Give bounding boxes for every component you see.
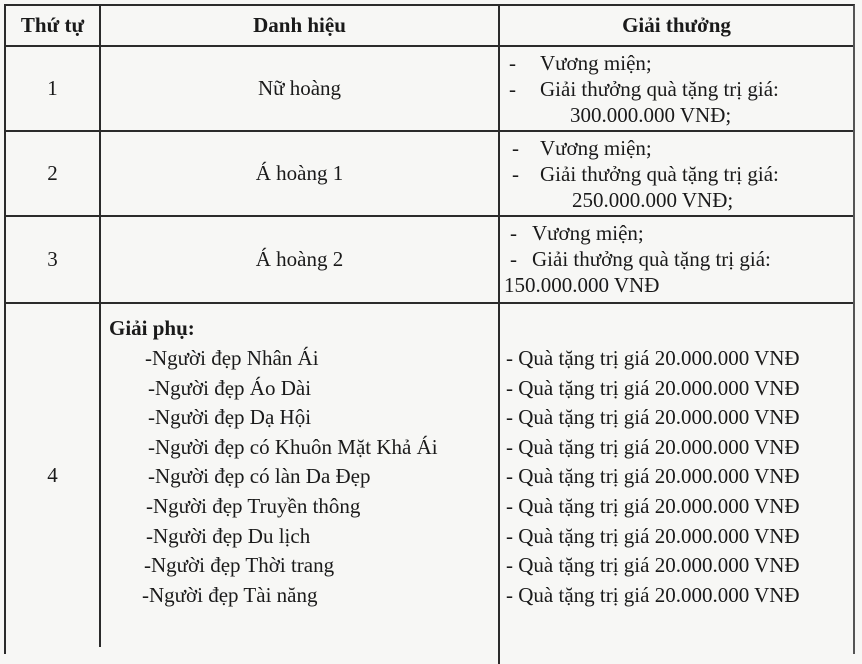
sub-prize: - Quà tặng trị giá 20.000.000 VNĐ	[506, 582, 800, 607]
prize-line: Giải thưởng quà tặng trị giá:	[540, 162, 779, 186]
sub-award: -Người đẹp Thời trang	[144, 553, 335, 578]
sub-award: -Người đẹp Nhân Ái	[145, 346, 319, 370]
prize-table	[4, 4, 855, 654]
sub-prize: - Quà tặng trị giá 20.000.000 VNĐ	[506, 375, 800, 400]
header-order: Thứ tự	[6, 6, 101, 45]
row-order: 1	[6, 47, 101, 130]
sub-award: -Người đẹp có làn Da Đẹp	[148, 464, 371, 489]
table-row	[6, 217, 853, 304]
prize-line: Giải thưởng quà tặng trị giá:	[532, 247, 771, 271]
header-prize: Giải thưởng	[622, 13, 731, 37]
bullet-dash: -	[510, 221, 517, 245]
sub-prize: - Quà tặng trị giá 20.000.000 VNĐ	[506, 523, 800, 548]
bullet-dash: -	[512, 136, 519, 160]
sub-prize: - Quà tặng trị giá 20.000.000 VNĐ	[506, 346, 800, 370]
prize-amount: 150.000.000 VNĐ	[504, 273, 660, 297]
row-prize	[500, 217, 853, 302]
row-title	[101, 304, 500, 664]
sub-award: -Người đẹp có Khuôn Mặt Khả Ái	[148, 434, 438, 459]
prize-line: Vương miện;	[532, 221, 644, 245]
prize-amount: 250.000.000 VNĐ;	[572, 188, 734, 212]
sub-award: -Người đẹp Truyền thông	[146, 493, 361, 518]
row-title: Nữ hoàng	[101, 47, 500, 130]
sub-prizes-list	[506, 344, 800, 610]
sub-award: -Người đẹp Dạ Hội	[148, 405, 312, 430]
row-prize	[500, 132, 853, 215]
sub-award: -Người đẹp Tài năng	[142, 582, 318, 607]
bullet-dash: -	[512, 162, 519, 186]
row-order: 2	[6, 132, 101, 215]
table-row	[6, 304, 853, 664]
sub-awards-list	[101, 344, 438, 610]
prize-line: Giải thưởng quà tặng trị giá:	[540, 77, 779, 101]
row-order: 3	[6, 217, 101, 302]
bullet-dash: -	[510, 247, 517, 271]
table-row	[6, 132, 853, 217]
table-row	[6, 47, 853, 132]
sub-prize: - Quà tặng trị giá 20.000.000 VNĐ	[506, 464, 800, 489]
header-title: Danh hiệu	[101, 6, 500, 45]
bullet-dash: -	[509, 77, 516, 101]
sub-award: -Người đẹp Du lịch	[146, 523, 311, 548]
table-header-row	[6, 6, 853, 47]
sub-prize: - Quà tặng trị giá 20.000.000 VNĐ	[506, 434, 800, 459]
prize-amount: 300.000.000 VNĐ;	[570, 103, 732, 127]
sub-award: -Người đẹp Áo Dài	[148, 375, 312, 400]
prize-line: Vương miện;	[540, 136, 652, 160]
row-title: Á hoàng 2	[101, 217, 500, 302]
row-prize	[500, 47, 853, 130]
row-title: Á hoàng 1	[101, 132, 500, 215]
prize-line: Vương miện;	[540, 51, 652, 75]
sub-prize: - Quà tặng trị giá 20.000.000 VNĐ	[506, 405, 800, 430]
row-prize	[500, 304, 853, 664]
sub-prize: - Quà tặng trị giá 20.000.000 VNĐ	[506, 553, 800, 578]
row-order: 4	[6, 304, 101, 647]
sub-awards-label: Giải phụ:	[109, 316, 195, 340]
bullet-dash: -	[509, 51, 516, 75]
sub-prize: - Quà tặng trị giá 20.000.000 VNĐ	[506, 493, 800, 518]
